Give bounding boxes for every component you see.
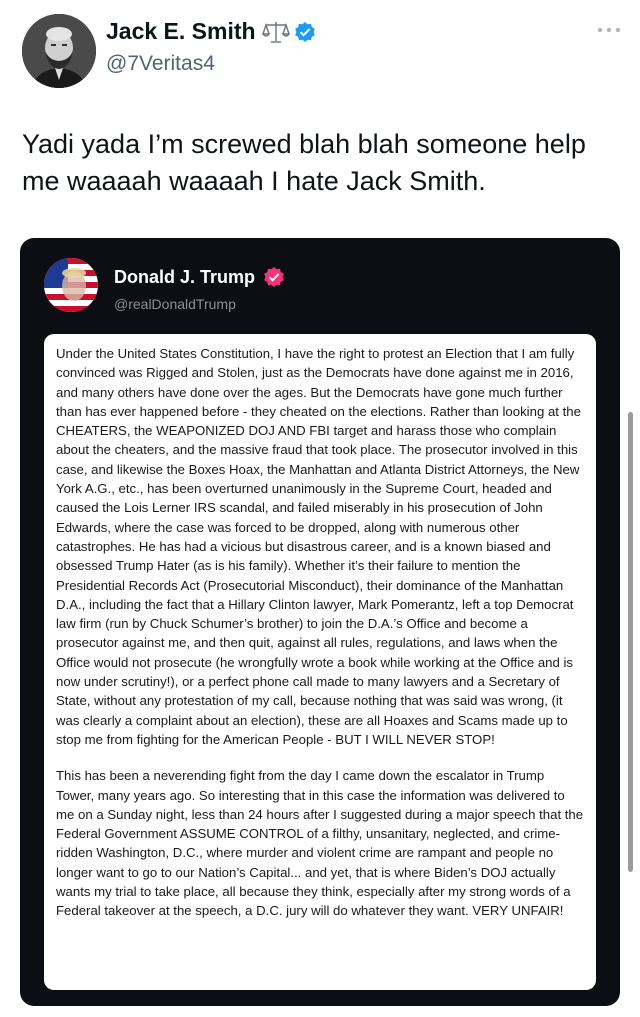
embedded-author-display-name: Donald J. Trump (114, 266, 256, 287)
statement-paragraph-2: This has been a neverending fight from the day I came down the escalator in Trump Tower, many years ago. So interesting that in this case the information was delivered to me on a Sunday night, less than 24 hours after I suggested during a major speech that the Federal Government ASSUME CONTROL of a filthy, unsanitary, neglected, and crime-ridden Washington, D.C., where murder and violent crime are rampant and people no longer want to go to our Nation’s Capital... and yet, that is where Biden’s DOJ actually wants my trial to take place, all because they think, especially after my strong words of a Federal takeover at the speech, a D.C. jury will do whatever they want. VERY UNFAIR! (56, 768, 584, 919)
tweet-text: Yadi yada I’m screwed blah blah someone help me waaaah waaaah I hate Jack Smith. (22, 129, 586, 196)
author-name-row (106, 18, 316, 45)
author-display-name[interactable]: Jack E. Smith (106, 18, 256, 44)
embedded-post-image[interactable] (20, 238, 620, 1006)
embedded-author-name-row (114, 266, 285, 288)
embedded-author-avatar (44, 258, 98, 312)
statement-box (44, 334, 596, 990)
avatar-portrait-icon (22, 14, 96, 88)
more-options-icon[interactable] (596, 26, 622, 34)
flag-portrait-icon (44, 258, 98, 312)
scales-of-justice-icon (262, 20, 290, 44)
verified-badge-icon (294, 21, 316, 43)
author-handle[interactable]: @7Veritas4 (106, 52, 215, 75)
scrollbar-thumb[interactable] (628, 412, 633, 872)
statement-paragraph-1: Under the United States Constitution, I have the right to protest an Election that I am fully convinced was Rigged and Stolen, just as the Democrats have done against me in 2016, and many others have done over the ages. But the Democrats have gone much further than has ever happened before - they cheated on the elections. Rather than looking at the CHEATERS, the WEAPONIZED DOJ AND FBI target and harass those who complain about the cheaters, and the massive fraud that took place. The prosecutor involved in this case, and likewise the Boxes Hoax, the Manhattan and Atlanta District Attorneys, the New York A.G., etc., has been overturned unanimously in the Supreme Court, headed and caused the Lois Lerner IRS scandal, and failed miserably in his prosecution of John Edwards, where the case was forced to be dropped, along with numerous other catastrophes. He has had a vicious but disastrous career, and is a known biased and obsessed Trump Hater (as is his family). Whether it’s their failure to mention the Presidential Records Act (Prosecutorial Misconduct), their dominance of the Manhattan D.A., including the fact that a Hillary Clinton lawyer, Mark Pomerantz, left a top Democrat law firm (run by Chuck Schumer’s brother) to join the D.A.’s Office and become a prosecutor against me, and then quit, against all rules, regulations, and laws when the Office would not prosecute (he wrongfully wrote a book while working at the Office and is now under scrutiny!), or a perfect phone call made to many lawyers and a Secretary of State, without any protestation of my call, because nothing that was said was wrong, (it was clearly a complaint about an election), these are all Hoaxes and Scams made up to stop me from fighting for the American People - BUT I WILL NEVER STOP! (56, 346, 581, 747)
tweet-header (22, 12, 622, 90)
pink-verified-badge-icon (263, 266, 285, 288)
author-avatar[interactable] (22, 14, 96, 88)
embedded-author-handle: @realDonaldTrump (114, 296, 236, 312)
